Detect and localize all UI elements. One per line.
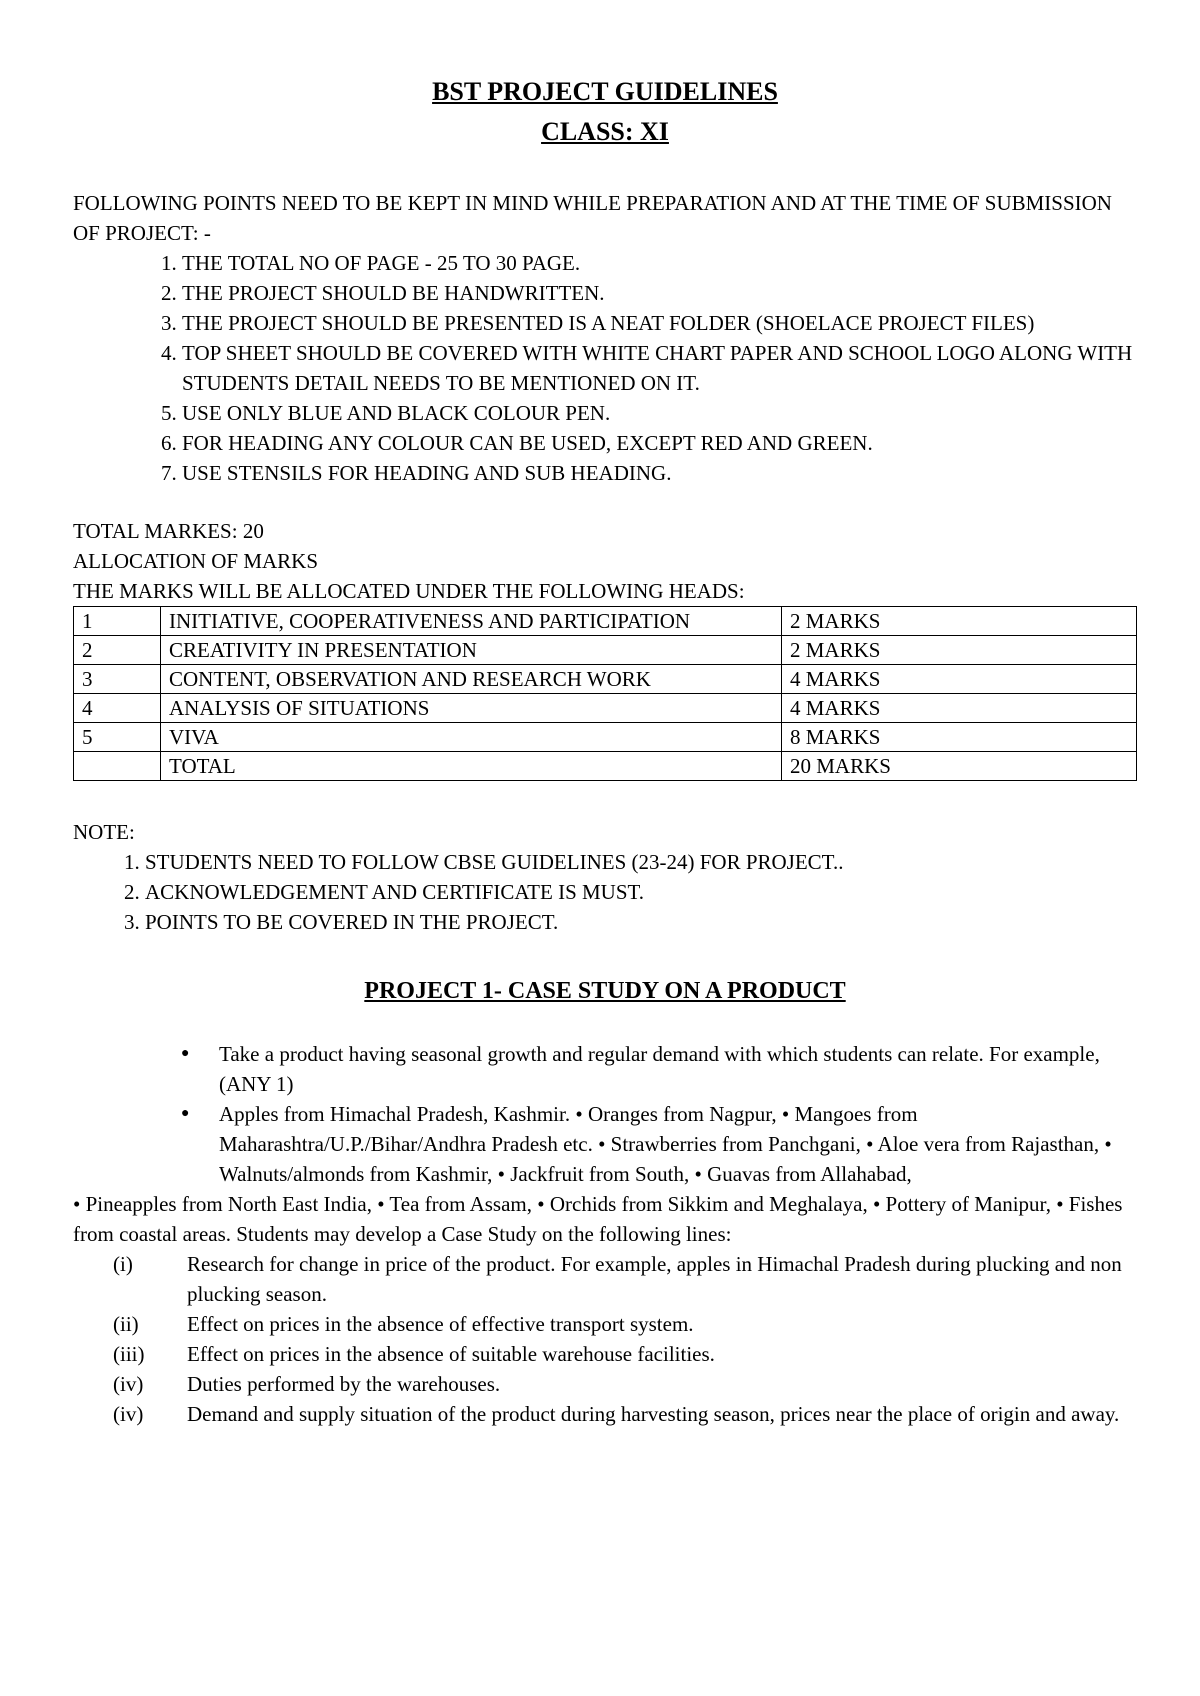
item-number: (iii) bbox=[113, 1342, 145, 1366]
note-item: 2. ACKNOWLEDGEMENT AND CERTIFICATE IS MUST. bbox=[145, 877, 1137, 907]
row-number bbox=[74, 752, 161, 781]
item-text: Duties performed by the warehouses. bbox=[187, 1372, 501, 1396]
row-number: 1 bbox=[74, 607, 161, 636]
note-item: 1. STUDENTS NEED TO FOLLOW CBSE GUIDELINES (23-24) FOR PROJECT.. bbox=[145, 847, 1137, 877]
row-head: VIVA bbox=[161, 723, 782, 752]
item-number: (ii) bbox=[113, 1312, 139, 1336]
continuation-paragraph: • Pineapples from North East India, • Tea from Assam, • Orchids from Sikkim and Meghalaya, • Pottery of Manipur, • Fishes from coastal areas. Students may develop a Case Study on the following lines: bbox=[73, 1192, 1123, 1246]
note-item: 3. POINTS TO BE COVERED IN THE PROJECT. bbox=[145, 907, 1137, 937]
guideline-item: 4. TOP SHEET SHOULD BE COVERED WITH WHITE CHART PAPER AND SCHOOL LOGO ALONG WITH STUDENTS DETAIL NEEDS TO BE MENTIONED ON IT. bbox=[182, 338, 1137, 398]
allocation-line: ALLOCATION OF MARKS bbox=[73, 549, 319, 573]
row-head: TOTAL bbox=[161, 752, 782, 781]
document-title: BST PROJECT GUIDELINES bbox=[432, 77, 778, 106]
item-number: (i) bbox=[113, 1252, 133, 1276]
document-page bbox=[73, 72, 1137, 1429]
row-marks: 4 MARKS bbox=[782, 694, 1137, 723]
row-number: 2 bbox=[74, 636, 161, 665]
row-number: 5 bbox=[74, 723, 161, 752]
guideline-item: 6. FOR HEADING ANY COLOUR CAN BE USED, EXCEPT RED AND GREEN. bbox=[182, 428, 1137, 458]
item-number: (iv) bbox=[113, 1372, 144, 1396]
project-bullets bbox=[73, 1039, 1137, 1189]
row-number: 4 bbox=[74, 694, 161, 723]
guideline-item: 5. USE ONLY BLUE AND BLACK COLOUR PEN. bbox=[182, 398, 1137, 428]
case-study-lines bbox=[73, 1249, 1137, 1429]
guideline-item: 2. THE PROJECT SHOULD BE HANDWRITTEN. bbox=[182, 278, 1137, 308]
project-title: PROJECT 1- CASE STUDY ON A PRODUCT bbox=[364, 978, 846, 1004]
row-marks: 20 MARKS bbox=[782, 752, 1137, 781]
item-text: Research for change in price of the product. For example, apples in Himachal Pradesh during plucking and non plucking season. bbox=[187, 1252, 1122, 1306]
item-text: Effect on prices in the absence of effective transport system. bbox=[187, 1312, 694, 1336]
guideline-item: 1. THE TOTAL NO OF PAGE - 25 TO 30 PAGE. bbox=[182, 248, 1137, 278]
guidelines-list bbox=[73, 248, 1137, 488]
row-head: INITIATIVE, COOPERATIVENESS AND PARTICIPATION bbox=[161, 607, 782, 636]
list-item bbox=[73, 1369, 1137, 1399]
class-heading: CLASS: XI bbox=[541, 117, 669, 146]
row-marks: 4 MARKS bbox=[782, 665, 1137, 694]
note-list bbox=[73, 847, 1137, 937]
list-item bbox=[73, 1399, 1137, 1429]
table-row bbox=[74, 694, 1137, 723]
bullet-item: ● Take a product having seasonal growth and regular demand with which students can relate. For example, (ANY 1) bbox=[219, 1039, 1137, 1099]
table-row bbox=[74, 607, 1137, 636]
marks-section bbox=[73, 516, 1137, 606]
list-item bbox=[73, 1309, 1137, 1339]
row-head: CONTENT, OBSERVATION AND RESEARCH WORK bbox=[161, 665, 782, 694]
intro-paragraph: FOLLOWING POINTS NEED TO BE KEPT IN MIND WHILE PREPARATION AND AT THE TIME OF SUBMISSION OF PROJECT: - bbox=[73, 191, 1112, 245]
table-row bbox=[74, 636, 1137, 665]
heads-line: THE MARKS WILL BE ALLOCATED UNDER THE FOLLOWING HEADS: bbox=[73, 579, 745, 603]
table-row-total bbox=[74, 752, 1137, 781]
row-marks: 2 MARKS bbox=[782, 636, 1137, 665]
table-row bbox=[74, 665, 1137, 694]
note-label: NOTE: bbox=[73, 820, 135, 844]
row-head: CREATIVITY IN PRESENTATION bbox=[161, 636, 782, 665]
marks-table bbox=[73, 606, 1137, 781]
table-row bbox=[74, 723, 1137, 752]
item-text: Effect on prices in the absence of suitable warehouse facilities. bbox=[187, 1342, 715, 1366]
item-text: Demand and supply situation of the product during harvesting season, prices near the place of origin and away. bbox=[187, 1402, 1120, 1426]
total-marks-line: TOTAL MARKES: 20 bbox=[73, 519, 264, 543]
row-marks: 2 MARKS bbox=[782, 607, 1137, 636]
row-head: ANALYSIS OF SITUATIONS bbox=[161, 694, 782, 723]
list-item bbox=[73, 1249, 1137, 1309]
row-number: 3 bbox=[74, 665, 161, 694]
list-item bbox=[73, 1339, 1137, 1369]
item-number: (iv) bbox=[113, 1402, 144, 1426]
row-marks: 8 MARKS bbox=[782, 723, 1137, 752]
guideline-item: 7. USE STENSILS FOR HEADING AND SUB HEADING. bbox=[182, 458, 1137, 488]
bullet-item: ● Apples from Himachal Pradesh, Kashmir. • Oranges from Nagpur, • Mangoes from Maharashtra/U.P./Bihar/Andhra Pradesh etc. • Strawberries from Panchgani, • Aloe vera from Rajasthan, • Walnuts/almonds from Kashmir, • Jackfruit from South, • Guavas from Allahabad, bbox=[219, 1099, 1137, 1189]
guideline-item: 3. THE PROJECT SHOULD BE PRESENTED IS A NEAT FOLDER (SHOELACE PROJECT FILES) bbox=[182, 308, 1137, 338]
